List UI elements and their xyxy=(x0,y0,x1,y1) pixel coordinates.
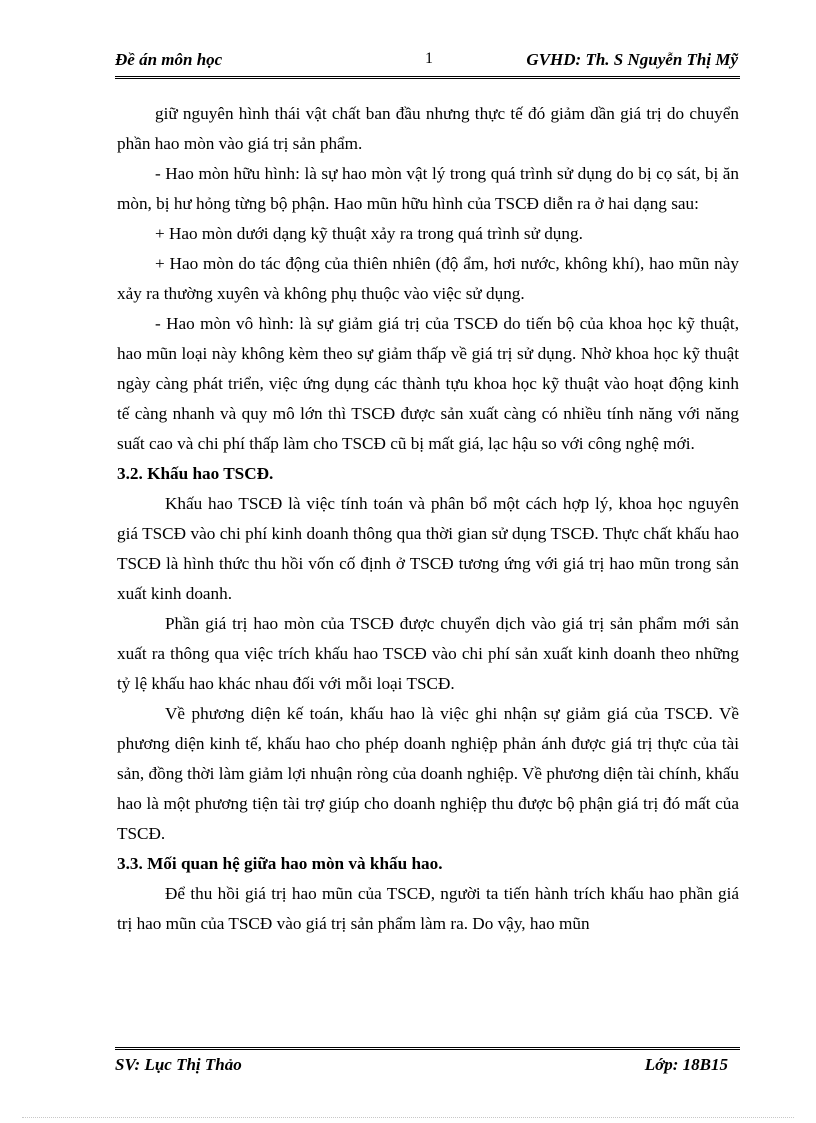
paragraph-depreciation-transfer: Phần giá trị hao mòn của TSCĐ được chuyển dịch vào giá trị sản phẩm mới sản xuất ra thông qua việc trích khấu hao TSCĐ vào chi phí sản xuất kinh doanh theo những tỷ lệ khấu hao khác nhau đối với mỗi loại TSCĐ. xyxy=(117,614,739,693)
page-footer xyxy=(115,1047,740,1080)
section-heading-relationship: 3.3. Mối quan hệ giữa hao mòn và khấu hao. xyxy=(117,854,443,873)
page-header xyxy=(115,48,740,79)
footer-student: SV: Lục Thị Thảo xyxy=(115,1055,242,1074)
paragraph-natural-wear: + Hao mòn do tác động của thiên nhiên (độ ẩm, hơi nước, không khí), hao mũn này xảy ra thường xuyên và không phụ thuộc vào việc sử dụng. xyxy=(117,254,739,303)
paragraph-depreciation-aspects: Về phương diện kế toán, khấu hao là việc ghi nhận sự giảm giá của TSCĐ. Về phương diện kinh tế, khấu hao cho phép doanh nghiệp phản ánh được giá trị thực của tài sản, đồng thời làm giảm lợi nhuận ròng của doanh nghiệp. Về phương diện tài chính, khấu hao là một phương tiện tài trợ giúp cho doanh nghiệp thu được bộ phận giá trị đó mất của TSCĐ. xyxy=(117,704,739,843)
paragraph-depreciation-definition: Khấu hao TSCĐ là việc tính toán và phân bổ một cách hợp lý, khoa học nguyên giá TSCĐ vào chi phí kinh doanh thông qua thời gian sử dụng TSCĐ. Thực chất khấu hao TSCĐ là hình thức thu hồi vốn cố định ở TSCĐ tương ứng với giá trị hao mũn trong sản xuất kinh doanh. xyxy=(117,494,739,603)
page-bottom-divider xyxy=(22,1117,794,1118)
footer-class: Lớp: 18B15 xyxy=(644,1055,728,1074)
header-course-title: Đề án môn học xyxy=(115,50,223,69)
paragraph-technical-wear: + Hao mòn dưới dạng kỹ thuật xảy ra trong quá trình sử dụng. xyxy=(155,224,583,243)
header-supervisor: GVHD: Th. S Nguyễn Thị Mỹ xyxy=(526,50,738,69)
paragraph-intangible-wear: - Hao mòn vô hình: là sự giảm giá trị của TSCĐ do tiến bộ của khoa học kỹ thuật, hao mũn loại này không kèm theo sự giảm thấp về giá trị sử dụng. Nhờ khoa học kỹ thuật ngày càng phát triển, việc ứng dụng các thành tựu khoa học kỹ thuật vào hoạt động kinh tế càng nhanh và quy mô lớn thì TSCĐ được sản xuất càng có nhiều tính năng với năng suất cao và chi phí thấp làm cho TSCĐ cũ bị mất giá, lạc hậu so với công nghệ mới. xyxy=(117,314,739,453)
document-body xyxy=(117,99,739,939)
page-number: 1 xyxy=(425,50,433,67)
paragraph-relationship: Để thu hồi giá trị hao mũn của TSCĐ, người ta tiến hành trích khấu hao phần giá trị hao mũn của TSCĐ vào giá trị sản phẩm làm ra. Do vậy, hao mũn xyxy=(117,884,739,933)
paragraph-intro: giữ nguyên hình thái vật chất ban đầu nhưng thực tế đó giảm dần giá trị do chuyển phần hao mòn vào giá trị sản phẩm. xyxy=(117,104,739,153)
paragraph-tangible-wear: - Hao mòn hữu hình: là sự hao mòn vật lý trong quá trình sử dụng do bị cọ sát, bị ăn mòn, bị hư hỏng từng bộ phận. Hao mũn hữu hình của TSCĐ diễn ra ở hai dạng sau: xyxy=(117,164,739,213)
section-heading-depreciation: 3.2. Khấu hao TSCĐ. xyxy=(117,464,274,483)
